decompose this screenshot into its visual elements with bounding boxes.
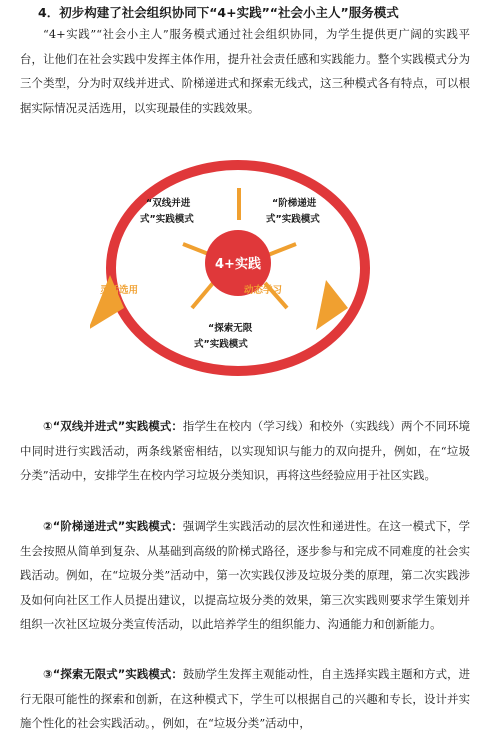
- section-heading: 4．初步构建了社会组织协同下“4+实践”“社会小主人”服务模式: [38, 5, 399, 20]
- mode1-paragraph: [20, 414, 470, 488]
- mode3-label-line2: 式”实践模式: [194, 339, 248, 350]
- mode2-label-line2: 式”实践模式: [266, 214, 320, 225]
- mode2-body: 强调学生实践活动的层次性和递进性。在这一模式下，学生会按照从简单到复杂、从基础到高级的阶梯式路径，逐步参与和完成不同难度的社会实践活动。例如，在“垃圾分类”活动中，第一次实践仅涉及垃圾分类的原理，第二次实践涉及如何向社区工作人员提出建议，以提高垃圾分类的效果，第三次实践则要求学生策划并组织一次社区垃圾分类宣传活动，以此培养学生的组织能力、沟通能力和创新能力。: [20, 519, 470, 632]
- mode3-title: ③“探索无限式”实践模式：: [43, 667, 183, 681]
- mode1-label-line1: “双线并进: [146, 198, 191, 209]
- diagram-svg: [90, 160, 390, 392]
- practice-mode-diagram: [90, 160, 390, 392]
- mode3-paragraph: [20, 662, 470, 745]
- intro-paragraph: “4+实践”“社会小主人”服务模式通过社会组织协同，为学生提供更广阔的实践平台，让他们在社会实践中发挥主体作用，提升社会责任感和实践能力。整个实践模式分为三个类型，分为时双线并进式、阶梯递进式和探索无线式，这三种模式各有特点，可以根据实际情况灵活选用，以实现最佳的实践效果。: [20, 27, 470, 115]
- mode2-title: ②“阶梯递进式”实践模式：: [43, 519, 183, 533]
- mode3-body: 鼓励学生发挥主观能动性，自主选择实践主题和方式，进行无限可能性的探索和创新，在这种模式下，学生可以根据自己的兴趣和专长，设计并实施个性化的社会实践活动。，例如，在“垃圾分类”活动中，: [20, 667, 470, 731]
- mode1-label-line2: 式”实践模式: [140, 214, 194, 225]
- mode1-title: ①“双线并进式”实践模式：: [43, 419, 183, 433]
- mode2-label-line1: “阶梯递进: [272, 198, 317, 209]
- mode3-label-line1: “探索无限: [208, 323, 253, 334]
- mode2-paragraph: [20, 514, 470, 637]
- flexible-selection-label: 灵活选用: [100, 285, 139, 296]
- dynamic-learning-label: 动态学习: [244, 285, 283, 296]
- mode1-body: 指学生在校内（学习线）和校外（实践线）两个不同环境中同时进行实践活动，两条线紧密相结，以实现知识与能力的双向提升，例如，在“垃圾分类”活动中，安排学生在校内学习垃圾分类知识，再将这些经验应用于社区实践。: [20, 419, 470, 483]
- center-label: 4+实践: [215, 257, 261, 272]
